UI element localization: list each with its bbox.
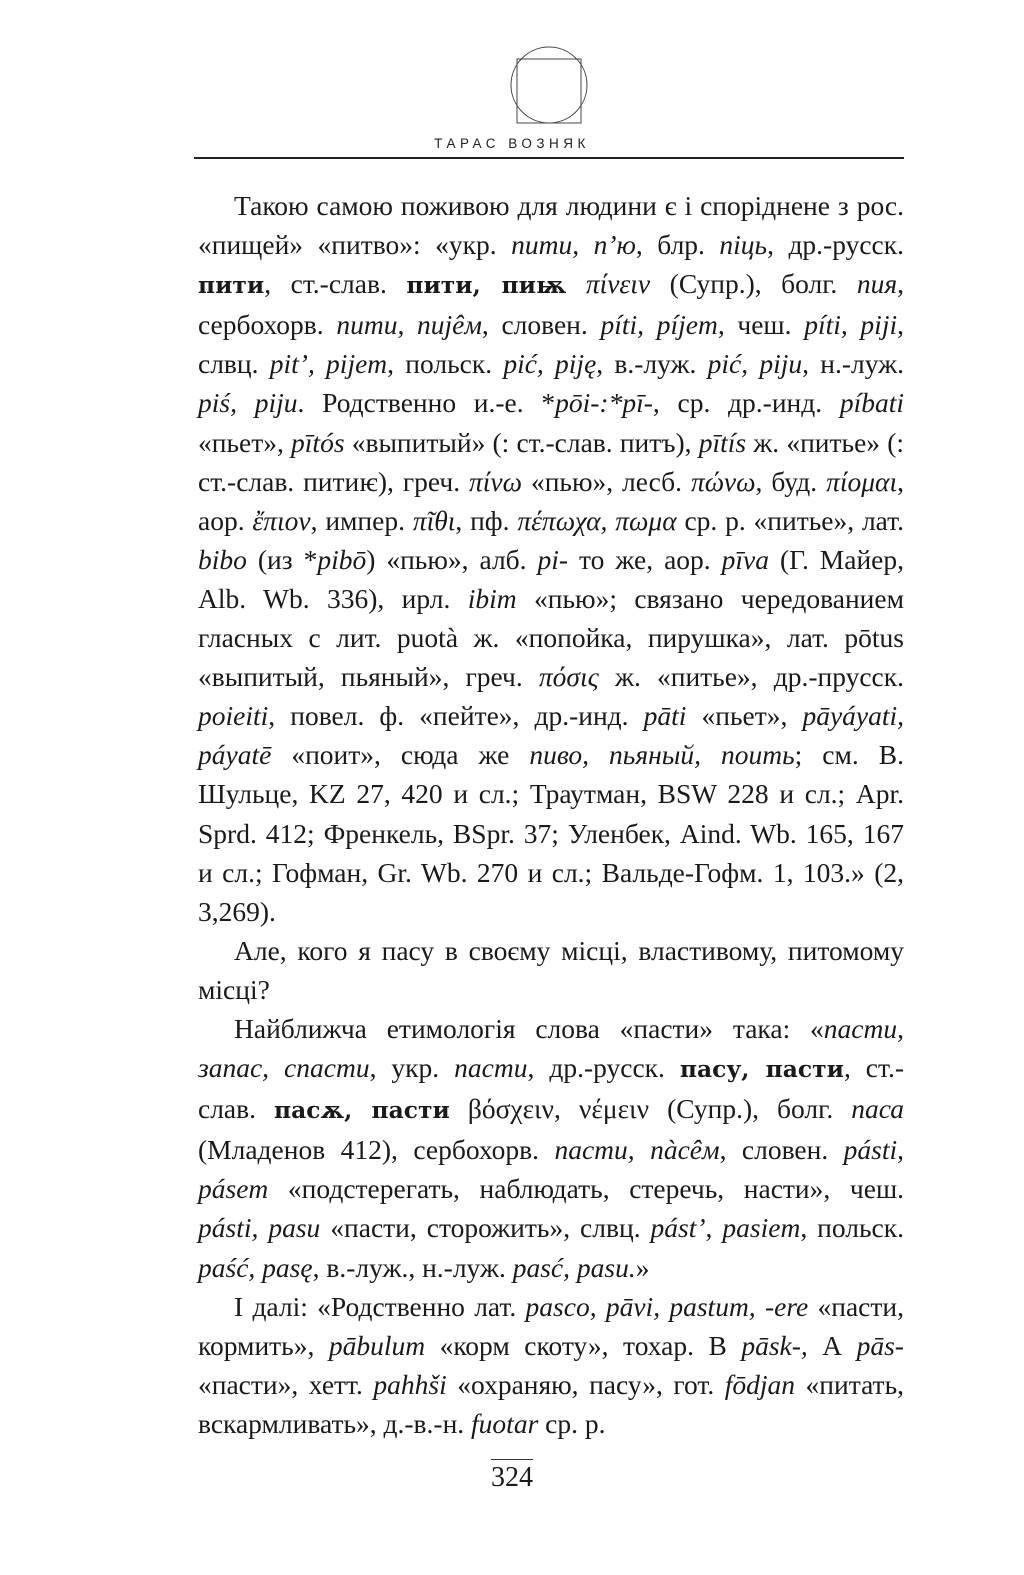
- header-rule: [194, 157, 904, 159]
- text-run: , блр.: [635, 229, 720, 261]
- church-slavonic-term: пасѫ, пасти: [274, 1096, 450, 1125]
- text-run: (из *: [246, 543, 318, 575]
- italic-term: paść, pasę: [198, 1251, 313, 1283]
- italic-term: πίνειν: [585, 268, 651, 300]
- text-run: βόσχειν, νέμειν (Супр.), болг.: [449, 1093, 852, 1125]
- italic-term: паса: [851, 1093, 904, 1125]
- text-run: (Младенов 412), сербохорв.: [198, 1134, 555, 1166]
- page-number-value: 324: [491, 1459, 533, 1493]
- paragraph-2: [198, 931, 904, 1009]
- text-run: , укр.: [369, 1052, 455, 1084]
- text-run: , сербохорв.: [198, 268, 905, 341]
- text-run: , др.-русск.: [767, 229, 905, 261]
- text-run: «пасти», хетт.: [198, 1368, 374, 1400]
- circle-square-logo-icon: [509, 45, 589, 125]
- italic-term: pić, piję: [503, 348, 597, 380]
- text-run: , польск.: [800, 1212, 904, 1244]
- paragraph-4: [198, 1287, 904, 1443]
- italic-term: pásti, pasu: [198, 1212, 321, 1244]
- text-run: , повел. ф. «пейте», др.-инд.: [268, 700, 644, 732]
- text-run: «корм скоту», тохар. В: [425, 1329, 742, 1361]
- text-run: , ст.-слав.: [198, 1052, 904, 1125]
- italic-term: pōi-:*pī-: [555, 387, 653, 419]
- text-run: , чеш.: [717, 309, 805, 341]
- text-run: «выпитый» (: ст.-слав. питъ),: [344, 426, 699, 458]
- text-run: Найближча етимологія слова «пасти» така: «: [234, 1012, 824, 1044]
- text-run: , импер.: [310, 504, 413, 536]
- text-run: «охраняю, пасу», гот.: [446, 1368, 725, 1400]
- paragraph-3: [198, 1009, 904, 1287]
- text-run: , н.-луж.: [802, 348, 904, 380]
- church-slavonic-term: пити, пиѭ: [406, 271, 567, 300]
- italic-term: fōdjan: [724, 1368, 796, 1400]
- text-run: ж. «питье» (: ст.-слав. питиѥ), греч.: [198, 426, 905, 497]
- church-slavonic-term: пасу, пасти: [679, 1055, 844, 1084]
- text-run: , слвц.: [198, 309, 904, 380]
- text-run: ,: [705, 1212, 723, 1244]
- text-run: »: [635, 1251, 650, 1283]
- italic-term: pahhši: [373, 1368, 447, 1400]
- text-run: ж. «питье», др.-прусск.: [598, 661, 904, 693]
- text-run: «пью», лесб.: [522, 465, 691, 497]
- italic-term: πῖθι: [412, 504, 456, 536]
- text-run: І далі: «Родственно лат.: [234, 1290, 526, 1322]
- italic-term: pās-: [856, 1329, 904, 1361]
- italic-term: πώνω: [690, 465, 756, 497]
- text-run: , в.-луж.: [596, 348, 708, 380]
- text-run: , польск.: [387, 348, 504, 380]
- text-run: ср. р.: [538, 1407, 606, 1439]
- italic-term: pásti, pásem: [198, 1134, 904, 1205]
- text-run: то же, аор.: [568, 543, 722, 575]
- church-slavonic-term: пити: [198, 271, 265, 300]
- italic-term: pīva: [721, 543, 770, 575]
- text-run: (Супр.), болг.: [650, 268, 857, 300]
- text-run: «пью»; связано чередованием гласных с лит. puotà ж. «попойка, пирушка», лат. pōtus «выпитый, пьяный», греч.: [198, 582, 904, 693]
- italic-term: pi-: [537, 543, 569, 575]
- italic-term: πίομαι: [826, 465, 898, 497]
- page-number: [0, 1462, 1024, 1494]
- text-run: ; см. В. Шульце, KZ 27, 420 и сл.; Траутман, BSW 228 и сл.; Арr. Sprd. 412; Френкель, BSpr. 37; Уленбек, Aind. Wb. 165, 167 и сл.; Гофман, Gr. Wb. 270 и сл.; Вальде-Гофм. 1, 103.» (2, 3,269).: [198, 739, 905, 927]
- italic-term: pasco, pāvi, pastum, -ere: [525, 1290, 809, 1322]
- text-run: [566, 268, 586, 299]
- italic-term: pāti: [643, 700, 687, 732]
- italic-term: pāsk-,: [741, 1329, 808, 1361]
- italic-term: bibo: [198, 543, 247, 575]
- text-run: , буд.: [755, 465, 827, 497]
- italic-term: пити, п’ю: [511, 229, 636, 261]
- italic-term: fuotar: [471, 1407, 539, 1439]
- italic-term: пиво, пьяный, поить: [529, 739, 795, 771]
- italic-term: píti, píjem: [600, 309, 718, 341]
- text-run: А: [807, 1329, 857, 1361]
- italic-term: pibō: [317, 543, 367, 575]
- italic-term: pābulum: [328, 1329, 426, 1361]
- italic-term: pasiem: [722, 1212, 801, 1244]
- running-header-author: ТАРАС ВОЗНЯК: [434, 136, 590, 151]
- italic-term: піць: [719, 229, 768, 261]
- italic-term: пити, пиjêм: [336, 309, 482, 341]
- text-run: , пф.: [455, 504, 518, 536]
- text-run: «пьет»,: [198, 426, 292, 458]
- text-run: «питать, вскармливать», д.-в.-н.: [198, 1368, 904, 1439]
- text-run: , аор.: [198, 465, 904, 536]
- italic-term: пасти, запас, спасти: [198, 1012, 904, 1084]
- italic-term: pit’, pijem: [269, 348, 388, 380]
- body-text: [198, 186, 904, 1443]
- italic-term: ἔπιον: [252, 504, 311, 536]
- italic-term: ibim: [467, 582, 517, 614]
- italic-term: pást’: [650, 1212, 706, 1244]
- italic-term: пасти, пàсêм: [554, 1134, 720, 1166]
- text-run: , ср. др.-инд.: [652, 387, 840, 419]
- text-run: Такою самою поживою для людини є і споріднене з рос. «пищей» «питво»: «укр.: [198, 190, 904, 261]
- text-run: «поит», сюда же: [271, 739, 530, 771]
- italic-term: pītís: [698, 426, 747, 458]
- text-run: , др.-русск.: [527, 1052, 680, 1084]
- text-run: «пасти, сторожить», слвц.: [320, 1212, 651, 1244]
- text-run: ср. р. «питье», лат.: [676, 504, 904, 536]
- text-run: , словен.: [481, 309, 601, 341]
- text-run: , словен.: [719, 1134, 844, 1166]
- italic-term: pāyáyati, páyatē: [198, 700, 905, 771]
- italic-term: pītós: [291, 426, 345, 458]
- italic-term: poieiti: [198, 700, 269, 732]
- italic-term: pić, piju: [707, 348, 803, 380]
- text-run: . Родственно и.-е. *: [297, 387, 556, 419]
- paragraph-1: [198, 186, 904, 931]
- italic-term: пасти: [454, 1052, 528, 1084]
- italic-term: piś, piju: [198, 387, 298, 419]
- text-run: , ст.-слав.: [264, 268, 407, 300]
- italic-term: πίνω: [468, 465, 523, 497]
- italic-term: píbati: [839, 387, 905, 419]
- text-run: «подстерегать, наблюдать, стеречь, насти», чеш.: [268, 1173, 904, 1205]
- italic-term: πέπωχα, πωμα: [517, 504, 677, 536]
- text-run: , в.-луж., н.-луж.: [312, 1251, 513, 1283]
- italic-term: pasć, pasu.: [512, 1251, 636, 1283]
- text-run: «пасти, кормить»,: [198, 1290, 904, 1361]
- italic-term: píti, piji: [804, 309, 898, 341]
- text-run: «пьет»,: [686, 700, 803, 732]
- text-run: (Г. Майер, Alb. Wb. 336), ирл.: [198, 543, 904, 614]
- text-run: ) «пью», алб.: [366, 543, 538, 575]
- italic-term: пия: [856, 268, 898, 300]
- text-run: Але, кого я пасу в своєму місці, властивому, питомому місці?: [198, 934, 904, 1005]
- italic-term: πόσις: [538, 661, 599, 693]
